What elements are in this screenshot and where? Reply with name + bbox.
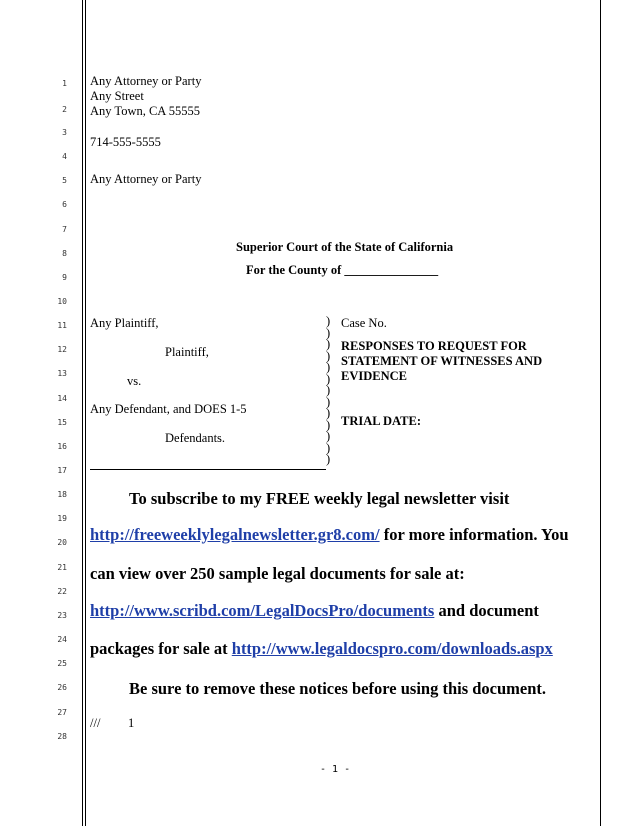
scribd-link[interactable]: http://www.scribd.com/LegalDocsPro/documents: [90, 601, 435, 620]
plaintiff-role: Plaintiff,: [165, 345, 209, 359]
line-number: 6: [62, 200, 67, 209]
line-number: 18: [57, 490, 67, 499]
notice-line-2-text: for more information. You: [379, 525, 569, 544]
right-margin-rule: [600, 0, 601, 826]
attorney-street: Any Street: [90, 89, 144, 103]
attorney-city: Any Town, CA 55555: [90, 104, 201, 118]
document-title-line-1: RESPONSES TO REQUEST FOR: [341, 339, 527, 353]
line-number: 2: [62, 105, 67, 114]
notice-line-4: [90, 601, 539, 621]
defendant-role: Defendants.: [165, 431, 226, 445]
notice-line-2: [90, 525, 569, 545]
notice-line-6: Be sure to remove these notices before using this document.: [129, 679, 547, 698]
notice-line-4-text: and document: [434, 601, 539, 620]
defendant-name: Any Defendant, and DOES 1-5: [90, 402, 247, 416]
continuation-mark: ///: [90, 716, 101, 730]
notice-line-1: To subscribe to my FREE weekly legal newsletter visit: [129, 489, 510, 508]
left-margin-rule-outer: [82, 0, 83, 826]
line-number: 24: [57, 635, 67, 644]
line-number: 14: [57, 394, 67, 403]
line-number: 23: [57, 611, 67, 620]
line-number: 22: [57, 587, 67, 596]
plaintiff-name: Any Plaintiff,: [90, 316, 159, 330]
line-number: 5: [62, 176, 67, 185]
line-number: 13: [57, 369, 67, 378]
court-name: Superior Court of the State of California: [236, 240, 454, 254]
line-number: 19: [57, 514, 67, 523]
line-number: 3: [62, 128, 67, 137]
line-number: 28: [57, 732, 67, 741]
left-margin-rule-inner: [85, 0, 86, 826]
newsletter-link[interactable]: http://freeweeklylegalnewsletter.gr8.com/: [90, 525, 380, 544]
line-number: 20: [57, 538, 67, 547]
line-number: 12: [57, 345, 67, 354]
caption-bottom-rule: [90, 469, 326, 470]
line-number: 16: [57, 442, 67, 451]
line-number: 11: [57, 321, 67, 330]
notice-line-3: can view over 250 sample legal documents for sale at:: [90, 564, 465, 583]
line-number: 4: [62, 152, 67, 161]
line-number: 8: [62, 249, 67, 258]
trial-date-label: TRIAL DATE:: [341, 414, 421, 428]
line-number: 15: [57, 418, 67, 427]
line-number: 9: [62, 273, 67, 282]
line-number: 10: [57, 297, 67, 306]
line-number: 7: [62, 225, 67, 234]
line-number: 25: [57, 659, 67, 668]
line-number: 27: [57, 708, 67, 717]
document-title-line-3: EVIDENCE: [341, 369, 407, 383]
document-title-line-2: STATEMENT OF WITNESSES AND: [341, 354, 543, 368]
attorney-name: Any Attorney or Party: [90, 74, 202, 88]
case-number-label: Case No.: [341, 316, 387, 330]
notice-line-5-text: packages for sale at: [90, 639, 232, 658]
line-number: 1: [62, 79, 67, 88]
line-number: 26: [57, 683, 67, 692]
attorney-for: Any Attorney or Party: [90, 172, 202, 186]
notice-line-5: [90, 639, 553, 659]
attorney-phone: 714-555-5555: [90, 135, 161, 149]
page-number: - 1 -: [320, 764, 351, 775]
caption-parentheses: ) ) ) ) ) ) ) ) ) ) ) ) ): [326, 314, 331, 466]
line-number: 17: [57, 466, 67, 475]
versus-label: vs.: [127, 374, 142, 388]
line-number: 21: [57, 563, 67, 572]
footer-number: 1: [128, 716, 135, 730]
court-county: For the County of _______________: [246, 263, 439, 277]
downloads-link[interactable]: http://www.legaldocspro.com/downloads.aspx: [231, 639, 553, 658]
